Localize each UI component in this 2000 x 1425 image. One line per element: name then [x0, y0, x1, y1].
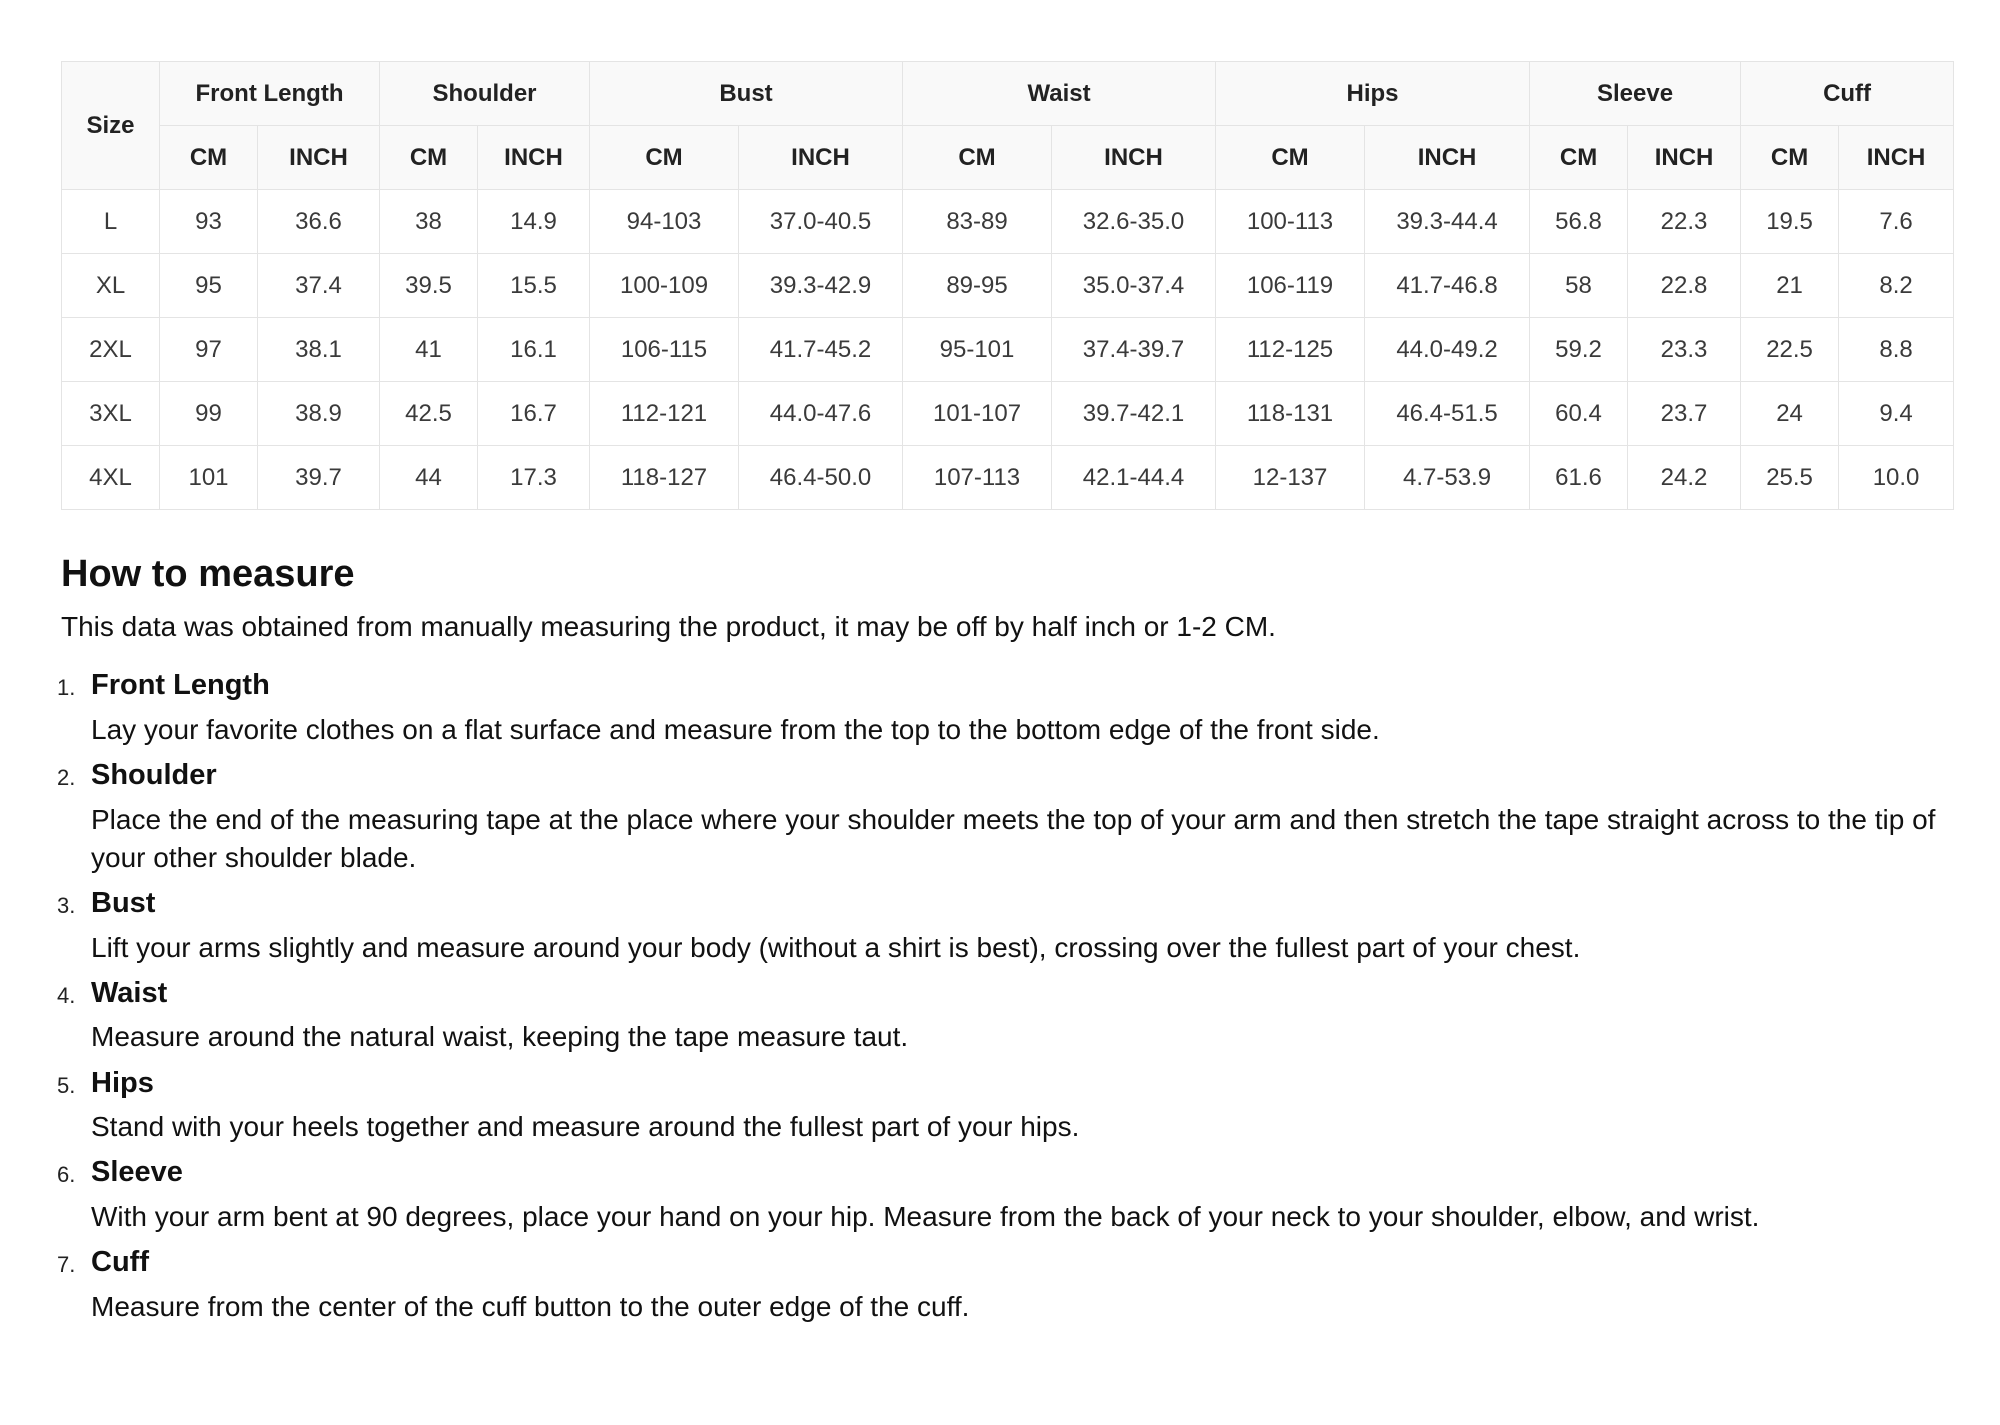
measurement-cell: 97	[160, 318, 258, 382]
size-chart-table	[61, 61, 1954, 510]
measurement-cell: 23.7	[1628, 382, 1741, 446]
measurement-cell: 42.5	[380, 382, 478, 446]
measurement-cell: 37.0-40.5	[739, 190, 903, 254]
size-guide	[57, 61, 1951, 1334]
table-row	[62, 382, 1954, 446]
step-item	[57, 975, 1951, 1057]
unit-header-cm: CM	[590, 126, 739, 190]
measurement-cell: 14.9	[478, 190, 590, 254]
measurement-cell: 24	[1741, 382, 1839, 446]
measurement-cell: 58	[1530, 254, 1628, 318]
unit-header-inch: INCH	[1052, 126, 1216, 190]
measurement-cell: 39.5	[380, 254, 478, 318]
measurement-cell: 107-113	[903, 446, 1052, 510]
step-title: Sleeve	[91, 1156, 183, 1189]
step-item	[57, 757, 1951, 877]
size-cell: 4XL	[62, 446, 160, 510]
measurement-cell: 56.8	[1530, 190, 1628, 254]
unit-header-cm: CM	[1741, 126, 1839, 190]
intro-text: This data was obtained from manually measuring the product, it may be off by half inch or 1-2 CM.	[61, 610, 1276, 642]
step-number: 2.	[57, 765, 76, 791]
measurement-cell: 35.0-37.4	[1052, 254, 1216, 318]
header-row-units	[62, 126, 1954, 190]
header-shoulder: Shoulder	[380, 62, 590, 126]
step-number: 7.	[57, 1252, 76, 1278]
measurement-cell: 22.8	[1628, 254, 1741, 318]
unit-header-inch: INCH	[1365, 126, 1530, 190]
measurement-cell: 25.5	[1741, 446, 1839, 510]
measurement-cell: 32.6-35.0	[1052, 190, 1216, 254]
measurement-cell: 100-109	[590, 254, 739, 318]
measurement-cell: 7.6	[1839, 190, 1954, 254]
measurement-cell: 46.4-51.5	[1365, 382, 1530, 446]
measurement-cell: 44.0-47.6	[739, 382, 903, 446]
measurement-cell: 10.0	[1839, 446, 1954, 510]
measurement-cell: 101-107	[903, 382, 1052, 446]
step-title: Shoulder	[91, 759, 217, 792]
table-row	[62, 446, 1954, 510]
unit-header-cm: CM	[903, 126, 1052, 190]
table-row	[62, 318, 1954, 382]
measurement-cell: 41.7-46.8	[1365, 254, 1530, 318]
table-body	[62, 190, 1954, 510]
measurement-cell: 39.3-44.4	[1365, 190, 1530, 254]
measurement-cell: 8.2	[1839, 254, 1954, 318]
measurement-cell: 41	[380, 318, 478, 382]
measurement-cell: 22.5	[1741, 318, 1839, 382]
unit-header-inch: INCH	[1839, 126, 1954, 190]
measurement-cell: 61.6	[1530, 446, 1628, 510]
size-cell: 3XL	[62, 382, 160, 446]
measurement-cell: 95	[160, 254, 258, 318]
measurement-cell: 46.4-50.0	[739, 446, 903, 510]
step-description: Lift your arms slightly and measure around your body (without a shirt is best), crossing over the fullest part of your chest.	[91, 931, 1581, 963]
size-cell: 2XL	[62, 318, 160, 382]
header-cuff: Cuff	[1741, 62, 1954, 126]
measurement-cell: 41.7-45.2	[739, 318, 903, 382]
step-number: 1.	[57, 675, 76, 701]
table-row	[62, 190, 1954, 254]
measurement-cell: 12-137	[1216, 446, 1365, 510]
header-waist: Waist	[903, 62, 1216, 126]
measurement-cell: 4.7-53.9	[1365, 446, 1530, 510]
header-bust: Bust	[590, 62, 903, 126]
unit-header-inch: INCH	[739, 126, 903, 190]
step-item	[57, 1244, 1951, 1326]
unit-header-inch: INCH	[258, 126, 380, 190]
measurement-cell: 93	[160, 190, 258, 254]
step-item	[57, 1065, 1951, 1147]
measurement-cell: 106-115	[590, 318, 739, 382]
measurement-cell: 38.1	[258, 318, 380, 382]
measurement-cell: 44.0-49.2	[1365, 318, 1530, 382]
measurement-cell: 15.5	[478, 254, 590, 318]
measurement-cell: 112-121	[590, 382, 739, 446]
step-title: Front Length	[91, 669, 270, 702]
measurement-cell: 89-95	[903, 254, 1052, 318]
measurement-cell: 23.3	[1628, 318, 1741, 382]
measurement-cell: 21	[1741, 254, 1839, 318]
measurement-cell: 95-101	[903, 318, 1052, 382]
step-number: 5.	[57, 1072, 76, 1098]
measurement-cell: 16.1	[478, 318, 590, 382]
measurement-cell: 37.4-39.7	[1052, 318, 1216, 382]
unit-header-cm: CM	[380, 126, 478, 190]
step-description: Stand with your heels together and measure around the fullest part of your hips.	[91, 1111, 1080, 1143]
header-hips: Hips	[1216, 62, 1530, 126]
table-header	[62, 62, 1954, 190]
measurement-cell: 8.8	[1839, 318, 1954, 382]
unit-header-inch: INCH	[1628, 126, 1741, 190]
measurement-cell: 44	[380, 446, 478, 510]
header-sleeve: Sleeve	[1530, 62, 1741, 126]
measurement-cell: 24.2	[1628, 446, 1741, 510]
size-header: Size	[62, 62, 160, 190]
measurement-cell: 17.3	[478, 446, 590, 510]
measurement-cell: 36.6	[258, 190, 380, 254]
measurement-cell: 39.7	[258, 446, 380, 510]
measurement-cell: 39.3-42.9	[739, 254, 903, 318]
step-item	[57, 1154, 1951, 1236]
step-number: 4.	[57, 982, 76, 1008]
measurement-cell: 37.4	[258, 254, 380, 318]
measurement-cell: 101	[160, 446, 258, 510]
measurement-cell: 60.4	[1530, 382, 1628, 446]
unit-header-inch: INCH	[478, 126, 590, 190]
step-description: Place the end of the measuring tape at the place where your shoulder meets the top of your arm and then stretch the tape straight across to the tip of your other shoulder blade.	[91, 803, 1936, 873]
step-title: Bust	[91, 887, 156, 919]
measurement-cell: 112-125	[1216, 318, 1365, 382]
size-cell: XL	[62, 254, 160, 318]
measurement-cell: 100-113	[1216, 190, 1365, 254]
header-row-groups	[62, 62, 1954, 126]
measurement-cell: 59.2	[1530, 318, 1628, 382]
measurement-cell: 94-103	[590, 190, 739, 254]
measurement-cell: 39.7-42.1	[1052, 382, 1216, 446]
step-description: Lay your favorite clothes on a flat surface and measure from the top to the bottom edge of the front side.	[91, 714, 1380, 746]
measurement-cell: 38.9	[258, 382, 380, 446]
measurement-cell: 118-131	[1216, 382, 1365, 446]
measurement-cell: 106-119	[1216, 254, 1365, 318]
section-title: How to measure	[61, 553, 355, 595]
unit-header-cm: CM	[160, 126, 258, 190]
measurement-cell: 9.4	[1839, 382, 1954, 446]
size-cell: L	[62, 190, 160, 254]
table-row	[62, 254, 1954, 318]
measure-steps-list	[57, 667, 1951, 1325]
measurement-cell: 83-89	[903, 190, 1052, 254]
unit-header-cm: CM	[1530, 126, 1628, 190]
step-title: Waist	[91, 976, 168, 1009]
measurement-cell: 118-127	[590, 446, 739, 510]
step-description: Measure from the center of the cuff button to the outer edge of the cuff.	[91, 1290, 970, 1322]
step-description: Measure around the natural waist, keeping the tape measure taut.	[91, 1021, 909, 1053]
step-item	[57, 667, 1951, 749]
step-title: Cuff	[91, 1246, 149, 1279]
step-number: 6.	[57, 1162, 76, 1188]
step-description: With your arm bent at 90 degrees, place your hand on your hip. Measure from the back of your neck to your shoulder, elbow, and wrist.	[91, 1200, 1760, 1232]
measurement-cell: 22.3	[1628, 190, 1741, 254]
measurement-cell: 38	[380, 190, 478, 254]
unit-header-cm: CM	[1216, 126, 1365, 190]
header-front-length: Front Length	[160, 62, 380, 126]
step-title: Hips	[91, 1066, 154, 1099]
measurement-cell: 99	[160, 382, 258, 446]
measurement-cell: 42.1-44.4	[1052, 446, 1216, 510]
measurement-cell: 19.5	[1741, 190, 1839, 254]
step-item	[57, 885, 1951, 967]
measurement-cell: 16.7	[478, 382, 590, 446]
step-number: 3.	[57, 893, 76, 918]
